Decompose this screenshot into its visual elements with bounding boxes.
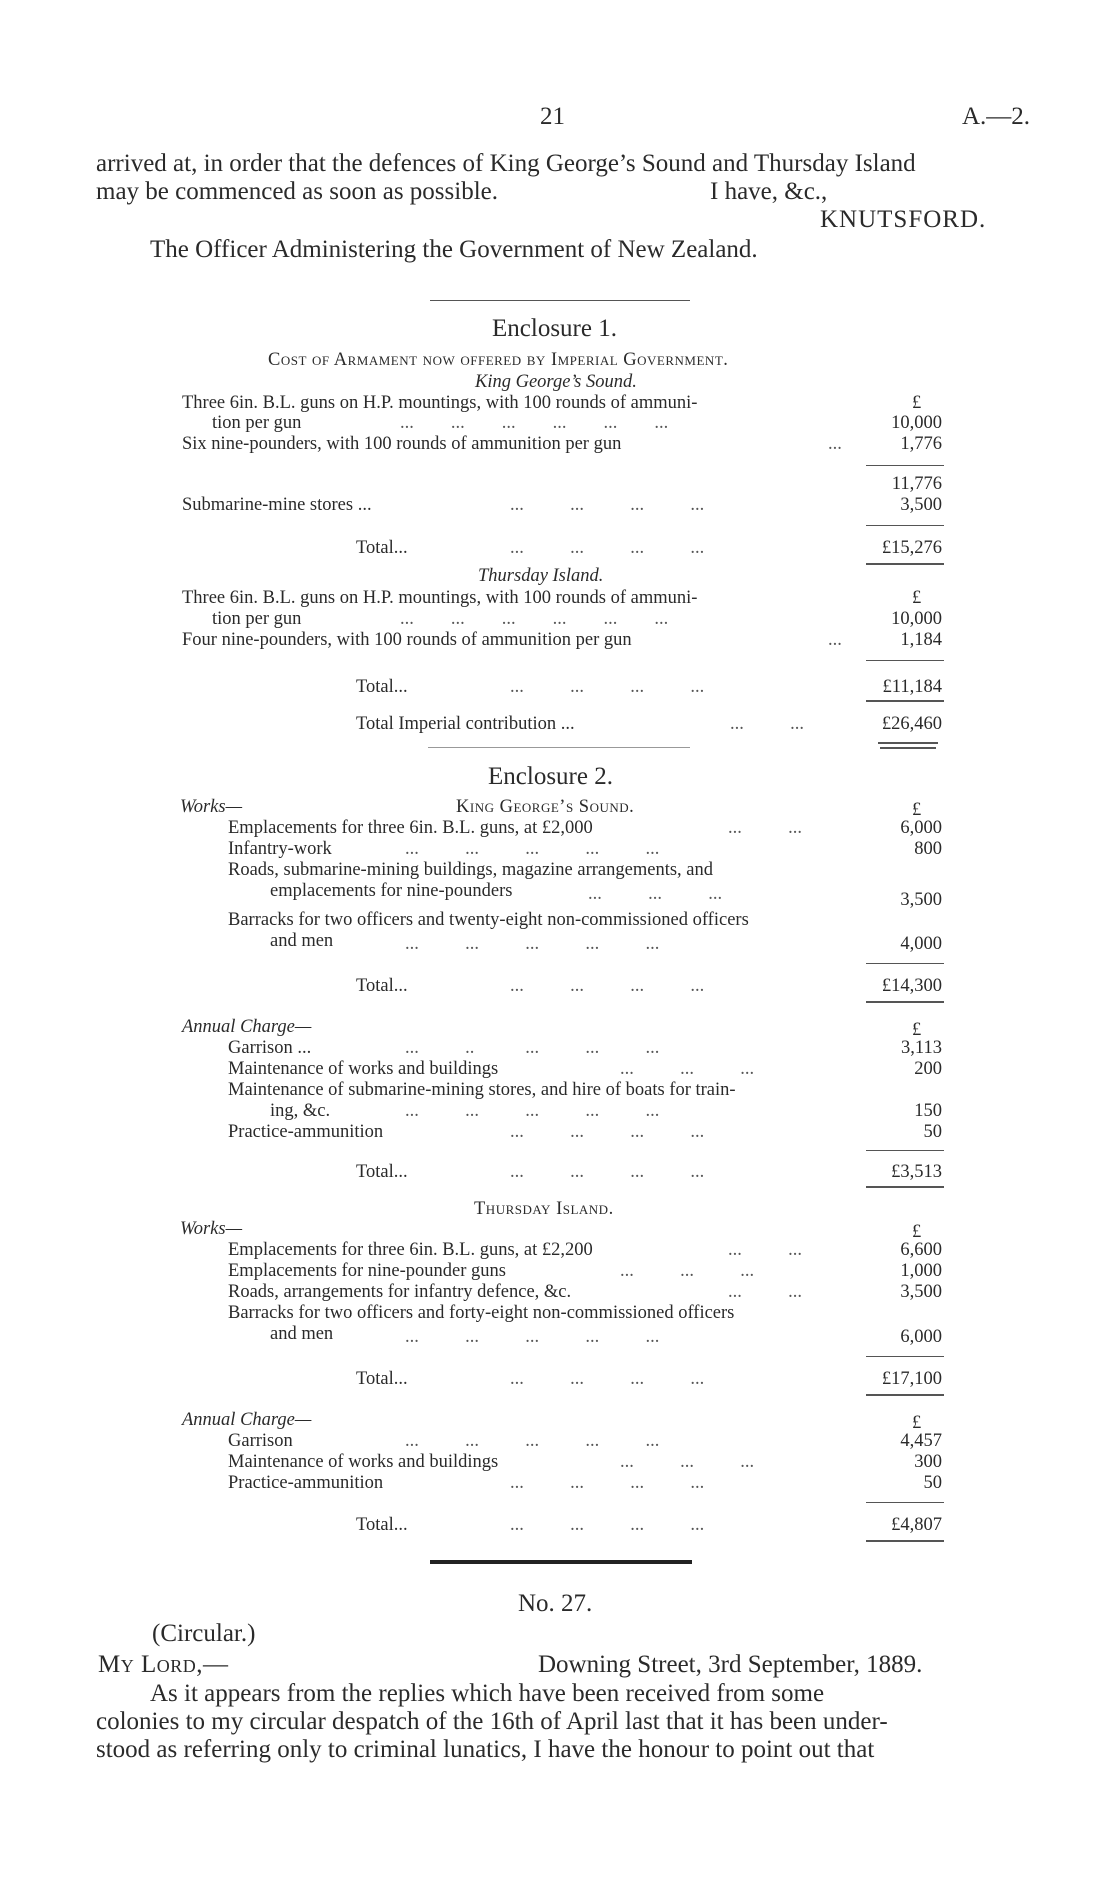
total-rule [880, 747, 936, 749]
no27-body-line-3: stood as referring only to criminal lunatics, I have the honour to point out that [96, 1736, 875, 1763]
leader-dots: ... ... ... ... ... [405, 934, 660, 954]
e2-ti-a-total: £4,807 [891, 1515, 942, 1535]
leader-dots: ... ... ... ... ... [405, 1101, 660, 1121]
leader-dots: ... ... [728, 818, 802, 838]
e2-ti-w-amount1: 6,600 [900, 1240, 942, 1260]
e2-ti-w-amount4: 6,000 [900, 1327, 942, 1347]
leader-dots: ... ... ... ... ... [405, 1327, 660, 1347]
e2-ti-w-amount2: 1,000 [900, 1261, 942, 1281]
e1-kgs-total: £15,276 [881, 538, 942, 558]
sum-rule [866, 963, 944, 964]
e1-ti-item1-line2: tion per gun [212, 609, 302, 629]
leader-dots: ... .. ... ... ... [405, 1038, 660, 1058]
e1-kgs-item3: Submarine-mine stores ... [182, 495, 372, 515]
e2-kgs-w-item1: Emplacements for three 6in. B.L. guns, at £2,000 [228, 818, 593, 838]
e2-kgs-a-item2: Maintenance of works and buildings [228, 1059, 499, 1079]
e2-kgs-w-item3a: Roads, submarine-mining buildings, magazine arrangements, and [228, 860, 713, 880]
e2-kgs-w-total: £14,300 [881, 976, 942, 996]
leader-dots: ... ... ... [620, 1261, 755, 1281]
leader-dots: ... ... ... [620, 1059, 755, 1079]
total-rule [866, 1186, 944, 1188]
sum-rule [866, 525, 944, 526]
sum-rule [866, 660, 944, 661]
no27-dateline: Downing Street, 3rd September, 1889. [538, 1651, 923, 1678]
pound-sign: £ [912, 588, 922, 608]
leader-dots: ... ... ... ... [510, 677, 705, 697]
letter-line-2: may be commenced as soon as possible. [96, 178, 498, 205]
e2-kgs-a-amount1: 3,113 [901, 1038, 942, 1058]
leader-dots: ... ... ... ... [510, 976, 705, 996]
addressee: The Officer Administering the Government of New Zealand. [150, 236, 758, 263]
e2-ti-a-total-label: Total... [356, 1515, 408, 1535]
e2-ti-w-total-label: Total... [356, 1369, 408, 1389]
leader-dots: ... ... ... ... [510, 538, 705, 558]
e2-ti-a-item1: Garrison [228, 1431, 293, 1451]
e1-ti-total: £11,184 [882, 677, 942, 697]
e1-kgs-item2-amount: 1,776 [900, 434, 942, 454]
sum-rule [866, 1150, 944, 1151]
leader-dots: ... ... ... ... ... [405, 839, 660, 859]
leader-dots: ... ... ... ... [510, 1122, 705, 1142]
total-rule [866, 1001, 944, 1003]
e1-kgs-item1-line2: tion per gun [212, 413, 302, 433]
no27-body-line-1: As it appears from the replies which have been received from some [150, 1680, 825, 1707]
e2-kgs-a-total: £3,513 [891, 1162, 942, 1182]
e2-kgs-w-amount1: 6,000 [900, 818, 942, 838]
pound-sign: £ [912, 1222, 922, 1242]
leader-dots: ... [828, 630, 842, 650]
total-rule [878, 742, 938, 744]
leader-dots: ... ... [728, 1282, 802, 1302]
pound-sign: £ [912, 1020, 922, 1040]
e2-ti-w-amount3: 3,500 [900, 1282, 942, 1302]
e2-ti-w-item3: Roads, arrangements for infantry defence, &c. [228, 1282, 572, 1302]
e2-ti-heading: Thursday Island. [474, 1199, 614, 1219]
e2-ti-w-item1: Emplacements for three 6in. B.L. guns, at £2,200 [228, 1240, 593, 1260]
document-reference: A.—2. [962, 103, 1031, 130]
e1-ti-item1-amount: 10,000 [891, 609, 942, 629]
divider [430, 300, 690, 301]
e2-kgs-w-item2: Infantry-work [228, 839, 332, 859]
e2-ti-w-item2: Emplacements for nine-pounder guns [228, 1261, 506, 1281]
divider [428, 747, 690, 748]
enclosure-1-title: Enclosure 1. [492, 315, 617, 342]
ti-heading: Thursday Island. [478, 566, 604, 586]
enclosure-2-title: Enclosure 2. [488, 763, 613, 790]
no27-circular: (Circular.) [152, 1620, 256, 1647]
leader-dots: ... ... ... [588, 884, 723, 904]
sum-rule [866, 1502, 944, 1503]
e2-ti-a-item2: Maintenance of works and buildings [228, 1452, 499, 1472]
pound-sign: £ [912, 393, 922, 413]
pound-sign: £ [912, 1413, 922, 1433]
e1-ti-item1-line1: Three 6in. B.L. guns on H.P. mountings, with 100 rounds of ammuni- [182, 588, 698, 608]
leader-dots: ... ... ... ... [510, 1515, 705, 1535]
e2-kgs-a-item3b: ing, &c. [270, 1101, 331, 1121]
e2-kgs-w-item4b: and men [270, 931, 334, 951]
total-rule [866, 1540, 944, 1542]
letter-line-1: arrived at, in order that the defences of King George’s Sound and Thursday Island [96, 150, 916, 177]
total-rule [866, 700, 944, 702]
e2-kgs-w-amount4: 4,000 [900, 934, 942, 954]
e2-ti-a-item3: Practice-ammunition [228, 1473, 384, 1493]
leader-dots: ... ... ... ... [510, 1369, 705, 1389]
e1-imperial-label: Total Imperial contribution ... [356, 714, 575, 734]
letter-closing: I have, &c., [710, 178, 828, 205]
e2-kgs-w-total-label: Total... [356, 976, 408, 996]
pound-sign: £ [912, 800, 922, 820]
e1-kgs-item2: Six nine-pounders, with 100 rounds of ammunition per gun [182, 434, 622, 454]
kgs-heading: King George’s Sound. [475, 372, 637, 392]
e2-kgs-a-amount4: 50 [923, 1122, 942, 1142]
sum-rule [866, 1356, 944, 1357]
e2-kgs-works-label: Works— [180, 797, 243, 817]
total-rule [866, 563, 944, 565]
e2-ti-a-amount3: 50 [923, 1473, 942, 1493]
leader-dots: ... ... ... ... ... ... [400, 609, 669, 629]
e2-kgs-a-amount2: 200 [914, 1059, 942, 1079]
e2-kgs-a-amount3: 150 [914, 1101, 942, 1121]
e2-kgs-a-item4: Practice-ammunition [228, 1122, 384, 1142]
e1-imperial-total: £26,460 [881, 714, 942, 734]
leader-dots: ... [828, 434, 842, 454]
total-rule [866, 1394, 944, 1396]
e2-kgs-w-item4a: Barracks for two officers and twenty-eight non-commissioned officers [228, 910, 749, 930]
no27-salutation: My Lord,— [98, 1651, 229, 1678]
enclosure-1-subtitle: Cost of Armament now offered by Imperial Government. [268, 350, 729, 370]
e2-ti-a-amount2: 300 [914, 1452, 942, 1472]
e2-kgs-annual-label: Annual Charge— [182, 1017, 312, 1037]
e1-kgs-total-label: Total... [356, 538, 408, 558]
page-number: 21 [540, 103, 565, 130]
e1-ti-total-label: Total... [356, 677, 408, 697]
e2-kgs-a-total-label: Total... [356, 1162, 408, 1182]
section-divider [430, 1560, 692, 1564]
e2-kgs-a-item3a: Maintenance of submarine-mining stores, and hire of boats for train- [228, 1080, 736, 1100]
leader-dots: ... ... [730, 714, 804, 734]
leader-dots: ... ... ... ... [510, 495, 705, 515]
e2-kgs-a-item1: Garrison ... [228, 1038, 312, 1058]
leader-dots: ... ... [728, 1240, 802, 1260]
e2-ti-works-label: Works— [180, 1219, 243, 1239]
e1-kgs-item3-amount: 3,500 [900, 495, 942, 515]
e2-ti-a-amount1: 4,457 [900, 1431, 942, 1451]
sum-rule [866, 465, 944, 466]
e1-kgs-item1-amount: 10,000 [891, 413, 942, 433]
e2-ti-w-total: £17,100 [881, 1369, 942, 1389]
e2-ti-w-item4a: Barracks for two officers and forty-eight non-commissioned officers [228, 1303, 735, 1323]
no27-heading: No. 27. [518, 1590, 593, 1617]
leader-dots: ... ... ... ... ... [405, 1431, 660, 1451]
e1-ti-item2-amount: 1,184 [900, 630, 942, 650]
no27-body-line-2: colonies to my circular despatch of the 16th of April last that it has been under- [96, 1708, 888, 1735]
e1-kgs-subtotal: 11,776 [891, 474, 942, 494]
e2-kgs-w-item3b: emplacements for nine-pounders [270, 881, 513, 901]
leader-dots: ... ... ... ... ... ... [400, 413, 669, 433]
leader-dots: ... ... ... ... [510, 1473, 705, 1493]
e2-kgs-w-amount2: 800 [914, 839, 942, 859]
leader-dots: ... ... ... ... [510, 1162, 705, 1182]
e2-ti-w-item4b: and men [270, 1324, 334, 1344]
e1-kgs-item1-line1: Three 6in. B.L. guns on H.P. mountings, with 100 rounds of ammuni- [182, 393, 698, 413]
leader-dots: ... ... ... [620, 1452, 755, 1472]
e2-ti-annual-label: Annual Charge— [182, 1410, 312, 1430]
signature: KNUTSFORD. [820, 206, 987, 233]
e1-ti-item2: Four nine-pounders, with 100 rounds of ammunition per gun [182, 630, 632, 650]
e2-kgs-heading: King George’s Sound. [456, 797, 635, 817]
e2-kgs-w-amount3: 3,500 [900, 890, 942, 910]
